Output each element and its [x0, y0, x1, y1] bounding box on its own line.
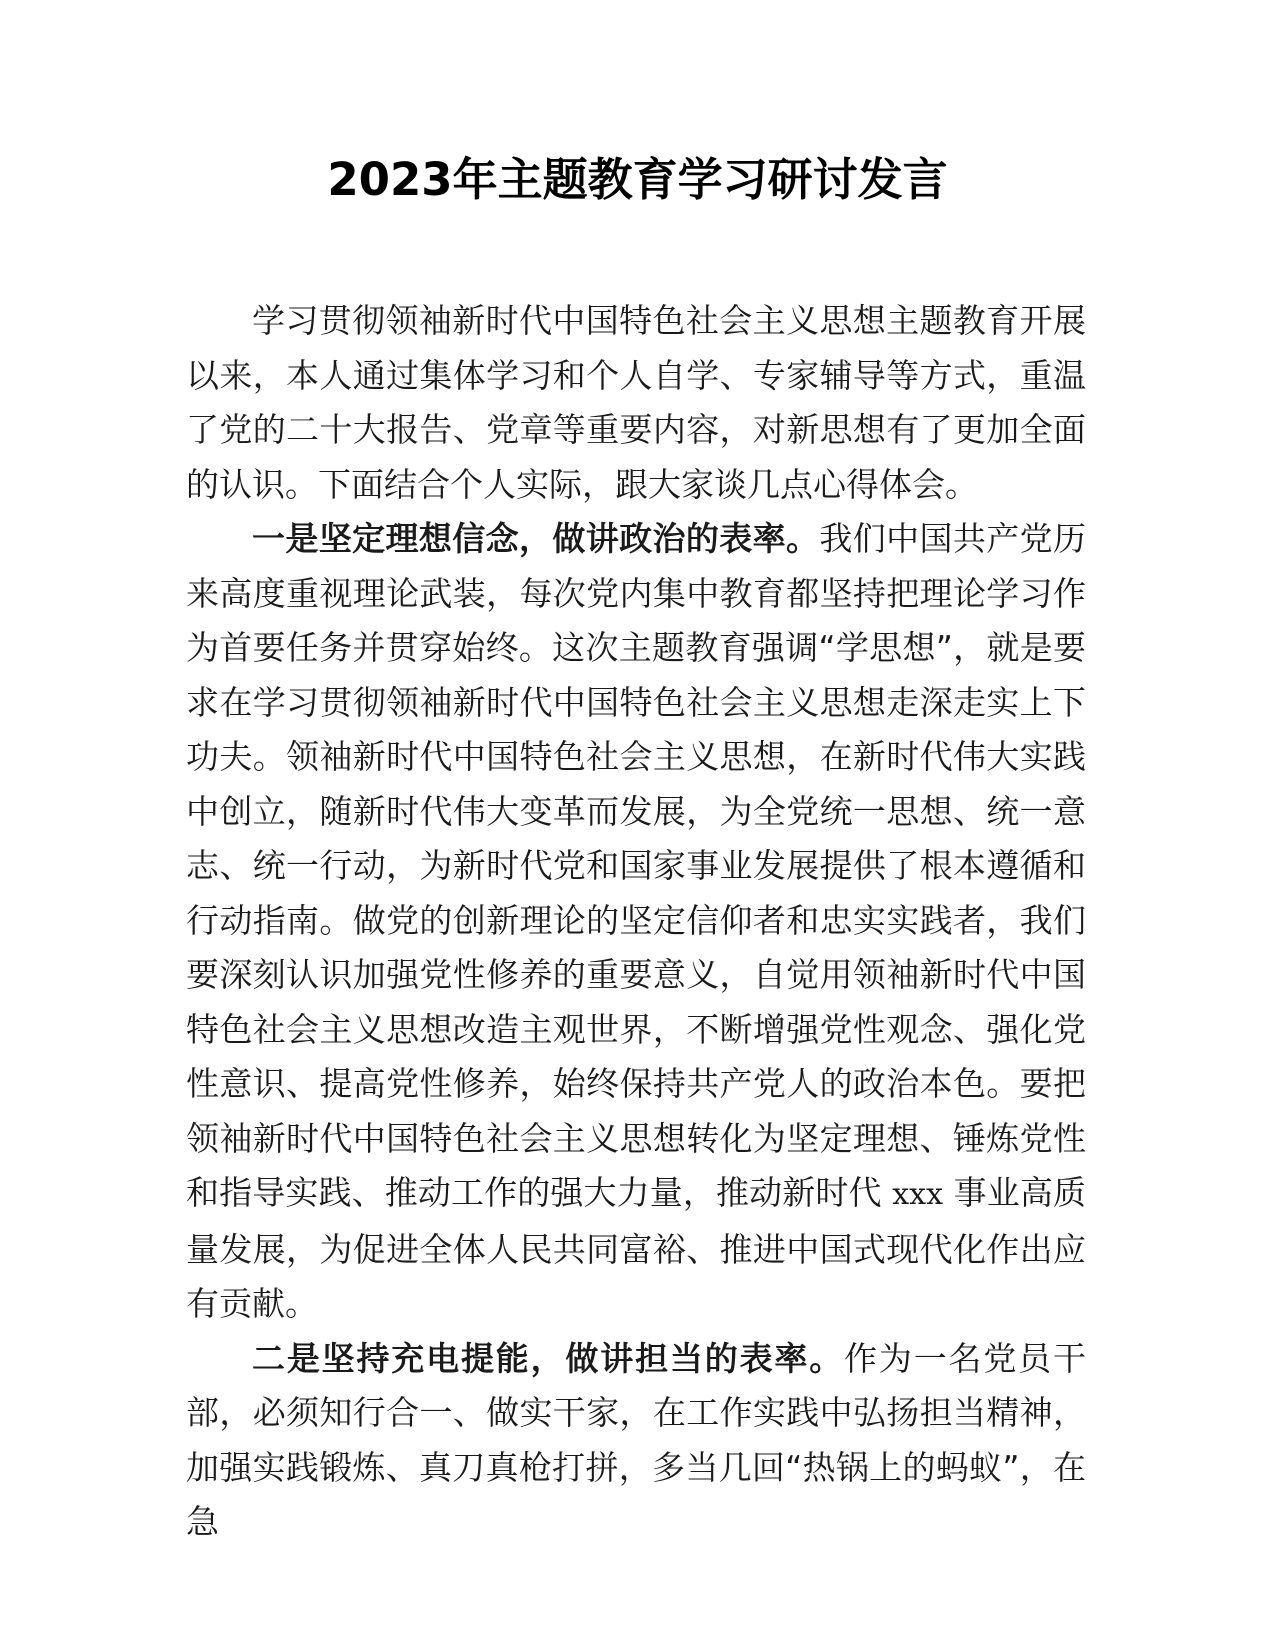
- document-body: [186, 294, 1086, 1550]
- paragraph-point-one-text: 我们中国共产党历来高度重视理论武装，每次党内集中教育都坚持把理论学习作为首要任务并贯穿始终。这次主题教育强调“学思想”，就是要求在学习贯彻领袖新时代中国特色社会主义思想走深走实上下功夫。领袖新时代中国特色社会主义思想，在新时代伟大实践中创立，随新时代伟大变革而发展，为全党统一思想、统一意志、统一行动，为新时代党和国家事业发展提供了根本遵循和行动指南。做党的创新理论的坚定信仰者和忠实实践者，我们要深刻认识加强党性修养的重要意义，自觉用领袖新时代中国特色社会主义思想改造主观世界，不断增强党性观念、强化党性意识、提高党性修养，始终保持共产党人的政治本色。要把领袖新时代中国特色社会主义思想转化为坚定理想、锤炼党性和指导实践、推动工作的强大力量，推动新时代: [186, 519, 1086, 1212]
- paragraph-point-one: [186, 512, 1086, 1332]
- paragraph-point-one-heading: 一是坚定理想信念，做讲政治的表率。: [252, 519, 820, 558]
- paragraph-intro: [186, 294, 1086, 512]
- paragraph-point-one-placeholder: xxx: [892, 1177, 943, 1212]
- document-title: 2023年主题教育学习研讨发言: [327, 153, 948, 206]
- paragraph-point-one-text-end: 事业高质量发展，为促进全体人民共同富裕、推进中国式现代化作出应有贡献。: [186, 1173, 1086, 1323]
- paragraph-intro-text: 学习贯彻领袖新时代中国特色社会主义思想主题教育开展以来，本人通过集体学习和个人自学、专家辅导等方式，重温了党的二十大报告、党章等重要内容，对新思想有了更加全面的认识。下面结合个人实际，跟大家谈几点心得体会。: [186, 301, 1086, 504]
- paragraph-point-two-heading: 二是坚持充电提能，做讲担当的表率。: [252, 1338, 845, 1378]
- paragraph-point-two-text: 作为一名党员干部，必须知行合一、做实干家，在工作实践中弘扬担当精神，加强实践锻炼、真刀真枪打拼，多当几回“热锅上的蚂蚁”，在急: [186, 1338, 1087, 1541]
- paragraph-point-two: [186, 1332, 1086, 1550]
